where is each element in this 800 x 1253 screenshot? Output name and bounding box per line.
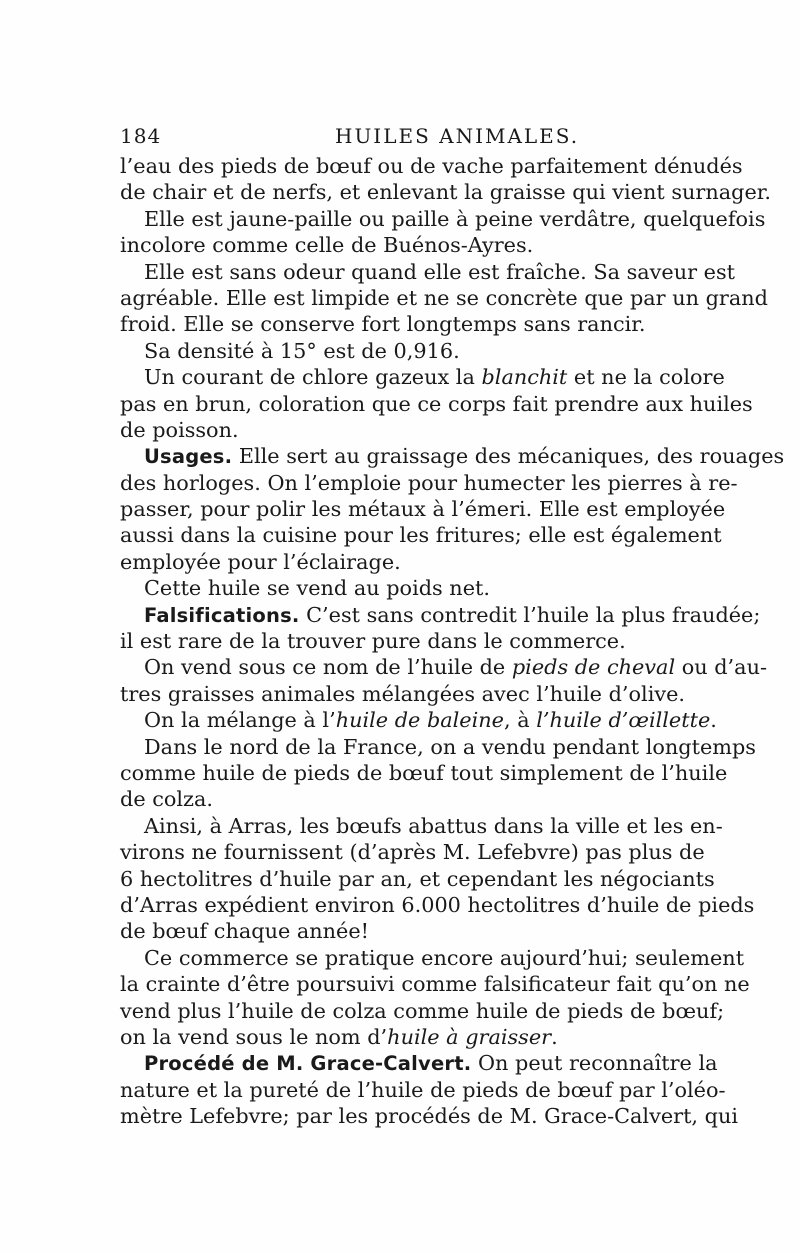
text-line: d’Arras expédient environ 6.000 hectolitres d’huile de pieds: [120, 892, 755, 917]
text-line: froid. Elle se conserve fort longtemps sans rancir.: [120, 312, 646, 337]
text-line: vend plus l’huile de colza comme huile de pieds de bœuf;: [120, 998, 725, 1023]
text-line: [120, 364, 725, 390]
text-run: , à: [503, 708, 537, 733]
text-line: 6 hectolitres d’huile par an, et cependant les négociants: [120, 866, 715, 891]
text-line: aussi dans la cuisine pour les fritures; elle est également: [120, 523, 722, 548]
section-heading-usages: Usages.: [144, 445, 233, 469]
text-line: l’eau des pieds de bœuf ou de vache parfaitement dénudés: [120, 154, 743, 178]
text-run: .: [710, 708, 717, 733]
text-line: agréable. Elle est limpide et ne se concrète que par un grand: [120, 285, 768, 310]
text-line: Elle est jaune-paille ou paille à peine verdâtre, quelquefois: [144, 206, 766, 231]
text-line: la crainte d’être poursuivi comme falsificateur fait qu’on ne: [120, 972, 750, 997]
text-line: Ce commerce se pratique encore aujourd’hui; seulement: [144, 945, 745, 970]
text-line: virons ne fournissent (d’après M. Lefebvre) pas plus de: [120, 840, 705, 865]
text-line: [120, 707, 717, 733]
text-line: de bœuf chaque année!: [120, 919, 370, 944]
text-line: pas en brun, coloration que ce corps fait prendre aux huiles: [120, 391, 753, 416]
text-line: Cette huile se vend au poids net.: [144, 576, 490, 601]
text-line: [120, 1024, 698, 1050]
text-line: de colza.: [120, 787, 214, 812]
text-line: [120, 443, 785, 469]
text-run: .: [551, 1024, 558, 1049]
text-line: de poisson.: [120, 417, 239, 442]
text-line: mètre Lefebvre; par les procédés de M. Grace-Calvert, qui: [120, 1104, 739, 1129]
italic-term: l’huile d’œillette: [536, 708, 711, 733]
text-run: Elle sert au graissage des mécaniques, des rouages: [232, 444, 785, 469]
page-number: 184: [120, 124, 162, 148]
text-line: Elle est sans odeur quand elle est fraîche. Sa saveur est: [144, 259, 736, 284]
text-run: On vend sous ce nom de l’huile de: [144, 655, 512, 680]
italic-term: huile de baleine: [335, 708, 504, 733]
text-run: C’est sans contredit l’huile la plus fraudée;: [299, 602, 761, 627]
text-line: tres graisses animales mélangées avec l’huile d’olive.: [120, 681, 686, 706]
text-line: de chair et de nerfs, et enlevant la graisse qui vient surnager.: [120, 180, 772, 205]
text-run: On peut reconnaître la: [471, 1051, 718, 1076]
text-line: [120, 602, 761, 628]
text-line: [120, 1050, 718, 1076]
section-heading-procede: Procédé de M. Grace-Calvert.: [144, 1052, 472, 1076]
text-line: comme huile de pieds de bœuf tout simplement de l’huile: [120, 760, 728, 785]
italic-term: huile à graisser: [387, 1024, 552, 1049]
text-line: incolore comme celle de Buénos-Ayres.: [120, 233, 534, 258]
page-body: [120, 153, 785, 1129]
text-line: passer, pour polir les métaux à l’émeri. Elle est employée: [120, 497, 726, 522]
text-run: on la vend sous le nom d’: [120, 1024, 388, 1049]
italic-term: blanchit: [481, 365, 568, 390]
text-run: Un courant de chlore gazeux la: [144, 365, 482, 390]
text-run: et ne la colore: [567, 365, 725, 390]
text-line: [120, 654, 767, 680]
text-line: employée pour l’éclairage.: [120, 549, 401, 574]
text-line: Ainsi, à Arras, les bœufs abattus dans la ville et les en-: [144, 813, 723, 838]
text-line: Dans le nord de la France, on a vendu pendant longtemps: [144, 734, 756, 759]
text-line: des horloges. On l’emploie pour humecter les pierres à re-: [120, 470, 738, 495]
running-title: HUILES ANIMALES.: [335, 124, 580, 148]
text-line: Sa densité à 15° est de 0,916.: [144, 338, 460, 363]
text-line: nature et la pureté de l’huile de pieds de bœuf par l’oléo-: [120, 1077, 726, 1102]
section-heading-falsifications: Falsifications.: [144, 603, 300, 627]
text-run: On la mélange à l’: [144, 708, 336, 733]
text-line: il est rare de la trouver pure dans le commerce.: [120, 629, 626, 654]
italic-term: pieds de cheval: [511, 655, 676, 680]
page-header: [120, 118, 698, 148]
text-run: ou d’au-: [675, 655, 767, 680]
